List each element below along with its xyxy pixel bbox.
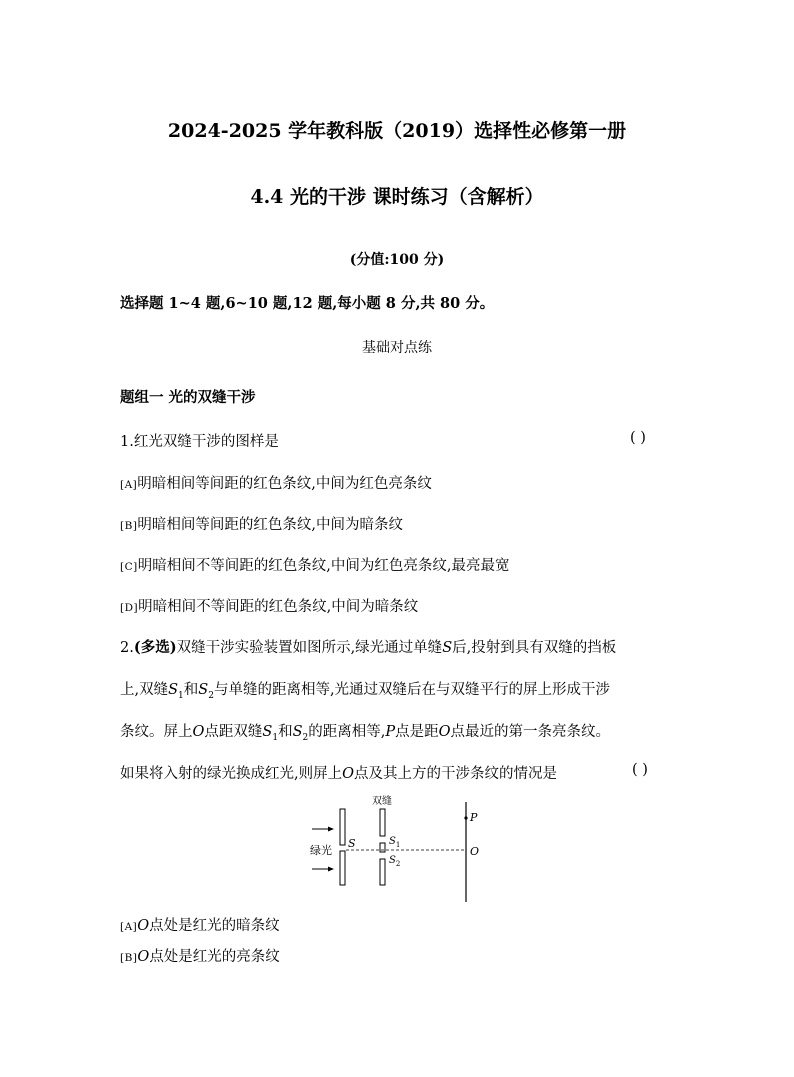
double-slit-upper: [380, 809, 385, 836]
option-text: 明暗相间不等间距的红色条纹,中间为暗条纹: [138, 599, 419, 615]
q2-answer-paren: ( ): [632, 762, 648, 778]
q1-option-c: [120, 554, 509, 575]
q2-text: 条纹。屏上: [120, 724, 193, 740]
double-slit-diagram: [300, 792, 500, 904]
q2-text: 双缝干涉实验装置如图所示,绿光通过单缝: [176, 640, 443, 656]
option-tag: [A]: [120, 479, 138, 491]
q1-answer-paren: ( ): [630, 430, 646, 446]
label-green-light: 绿光: [310, 844, 332, 857]
q2-symbol-p: P: [385, 724, 396, 740]
q2-sub: 2: [302, 732, 309, 743]
q2-sub: 1: [272, 732, 279, 743]
q2-symbol-o: O: [438, 724, 451, 740]
q2-symbol-s: S: [442, 640, 453, 656]
double-slit-lower: [380, 859, 385, 885]
q2-symbol-o: O: [192, 724, 205, 740]
incoming-arrow-bottom: [312, 867, 334, 872]
option-tag: [C]: [120, 561, 138, 573]
document-title-line1: 2024-2025 学年教科版（2019）选择性必修第一册: [167, 120, 627, 142]
q2-text: 点及其上方的干涉条纹的情况是: [354, 766, 557, 782]
q2-text: 和: [278, 724, 293, 740]
q2-number: 2.: [120, 640, 134, 656]
q1-option-d: [120, 595, 418, 616]
label-s1: $S_1$: [389, 836, 401, 849]
q2-text: 如果将入射的绿光换成红光,则屏上: [120, 766, 343, 782]
q2-text: 和: [183, 682, 199, 698]
q2-text: 点是距: [395, 724, 439, 740]
single-slit-upper: [340, 809, 345, 845]
option-tag: [B]: [120, 520, 138, 532]
q1-stem: 1.红光双缝干涉的图样是: [120, 434, 279, 450]
score-info: (分值:100 分): [349, 252, 445, 268]
q2-text: 上,双缝: [120, 682, 169, 698]
q2-symbol-s2: S: [198, 682, 209, 698]
q2-text: 后,投射到具有双缝的挡板: [452, 640, 617, 656]
q2-line3: [120, 720, 610, 743]
q2-text: 的距离相等,: [308, 724, 386, 740]
option-tag: [A]: [120, 921, 138, 933]
label-s2: $S_2$: [389, 855, 401, 868]
option-text: 明暗相间等间距的红色条纹,中间为暗条纹: [137, 517, 404, 533]
option-symbol: O: [137, 918, 150, 934]
q2-symbol-o: O: [342, 766, 354, 782]
label-o: O: [470, 845, 480, 858]
point-p: [464, 816, 467, 819]
option-text: 明暗相间不等间距的红色条纹,中间为红色亮条纹,最亮最宽: [137, 558, 510, 574]
q2-sub: 2: [208, 690, 214, 701]
section-title: 基础对点练: [362, 340, 432, 356]
double-slit-middle: [380, 843, 385, 852]
label-double-slit: 双缝: [372, 796, 392, 807]
document-title-line2: 4.4 光的干涉 课时练习（含解析）: [250, 186, 544, 208]
q2-sub: 1: [178, 690, 184, 701]
q2-text: 点距双缝: [204, 724, 263, 740]
q2-option-a: [120, 914, 280, 935]
q2-option-b: [120, 945, 280, 966]
q2-line4: [120, 762, 557, 783]
q2-text: 与单缝的距离相等,光通过双缝后在与双缝平行的屏上形成干涉: [213, 682, 611, 698]
q2-symbol-s2: S: [292, 724, 303, 740]
single-slit-lower: [340, 851, 345, 885]
group-title: 题组一 光的双缝干涉: [120, 389, 256, 406]
q2-line1: [120, 636, 616, 657]
q2-line2: [120, 678, 610, 701]
label-s: S: [348, 837, 356, 850]
q2-symbol-s1: S: [168, 682, 179, 698]
q2-text: 点最近的第一条亮条纹。: [450, 724, 610, 740]
option-text: 点处是红光的暗条纹: [149, 918, 280, 934]
option-tag: [B]: [120, 952, 138, 964]
label-p: P: [470, 811, 478, 824]
q1-option-a: [120, 472, 432, 493]
incoming-arrow-top: [312, 827, 334, 832]
instructions: 选择题 1~4 题,6~10 题,12 题,每小题 8 分,共 80 分。: [120, 295, 495, 312]
option-symbol: O: [137, 949, 150, 965]
q2-multi-tag: (多选): [133, 639, 177, 656]
q1-option-b: [120, 513, 403, 534]
option-text: 明暗相间等间距的红色条纹,中间为红色亮条纹: [137, 476, 432, 492]
q2-symbol-s1: S: [262, 724, 273, 740]
option-tag: [D]: [120, 602, 139, 614]
option-text: 点处是红光的亮条纹: [149, 949, 280, 965]
